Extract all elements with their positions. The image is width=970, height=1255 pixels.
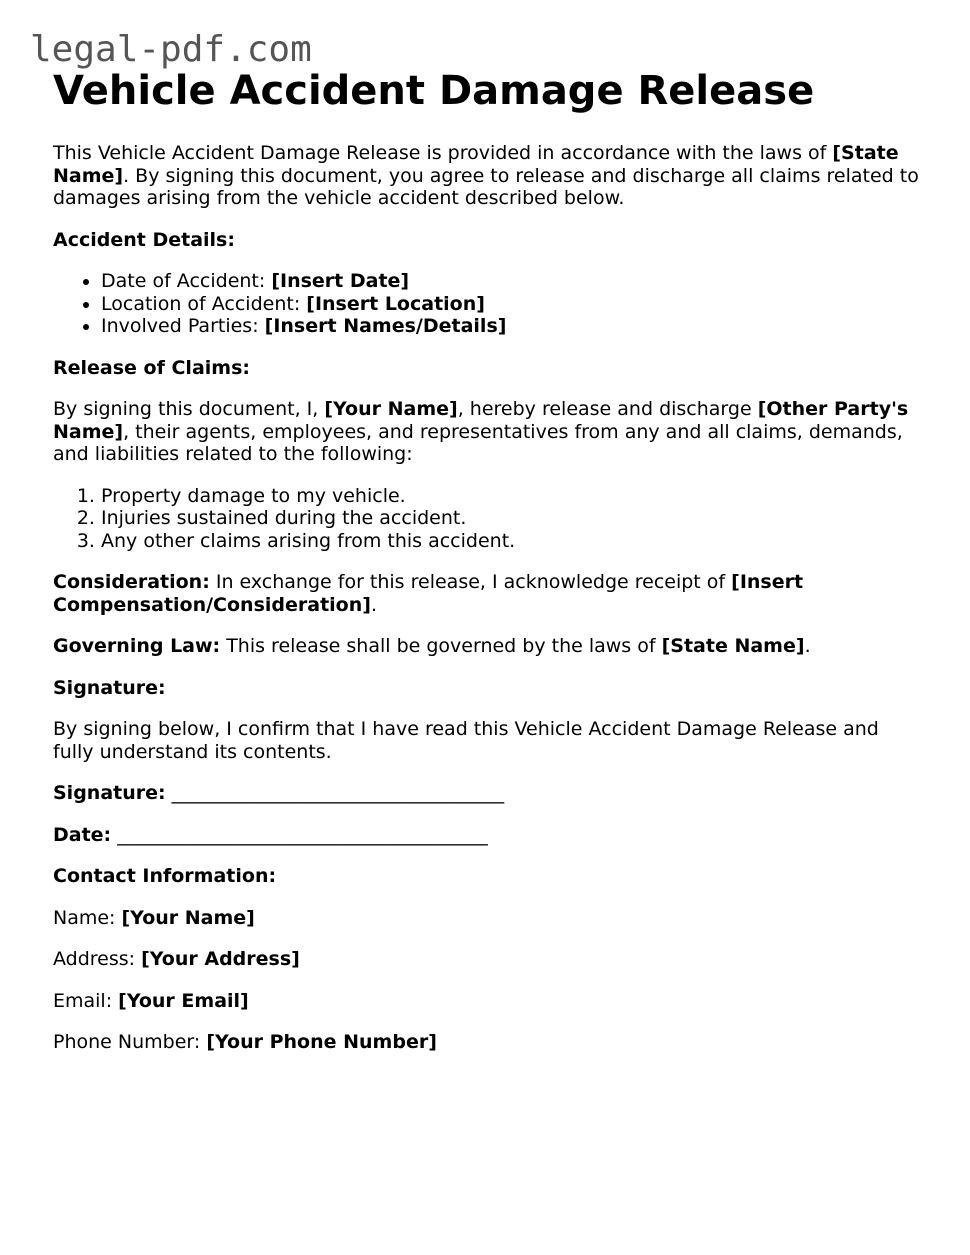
- release-text-3: , their agents, employees, and representatives from any and all claims, demands, and liabilities related to the following:: [53, 420, 903, 465]
- signature-line: [53, 782, 923, 805]
- item-label: Date of Accident:: [101, 270, 272, 292]
- contact-email-value: [Your Email]: [118, 989, 249, 1012]
- contact-address-label: Address:: [53, 948, 142, 970]
- contact-email: [53, 990, 923, 1013]
- release-heading-text: Release of Claims:: [53, 356, 250, 379]
- list-item: 3. Any other claims arising from this accident.: [101, 530, 923, 553]
- date-blank: _______________________________________: [111, 823, 488, 846]
- contact-phone-value: [Your Phone Number]: [206, 1031, 437, 1053]
- signature-confirmation: By signing below, I confirm that I have read this Vehicle Accident Damage Release and fully understand its contents.: [53, 718, 879, 763]
- consideration-text-2: .: [370, 593, 377, 616]
- contact-phone-label: Phone Number:: [53, 1031, 207, 1053]
- intro-paragraph: [53, 142, 923, 210]
- contact-email-label: Email:: [53, 989, 119, 1012]
- contact-name-label: Name:: [53, 906, 122, 929]
- date-line: [53, 824, 923, 847]
- signature-heading-text: Signature:: [53, 676, 166, 699]
- list-item: [101, 293, 923, 316]
- consideration-paragraph: [53, 571, 923, 616]
- intro-text-1: This Vehicle Accident Damage Release is provided in accordance with the laws of: [53, 142, 833, 164]
- governing-law-text-2: .: [804, 635, 811, 657]
- release-paragraph: [53, 398, 923, 466]
- accident-details-list: [53, 270, 923, 338]
- accident-heading-text: Accident Details:: [53, 228, 235, 251]
- intro-state-placeholder: [State Name]: [53, 142, 899, 187]
- item-label: Involved Parties:: [101, 315, 265, 337]
- contact-name: [53, 907, 923, 930]
- contact-heading: [53, 865, 923, 888]
- list-item: [101, 315, 923, 338]
- list-item: [101, 270, 923, 293]
- item-value: [Insert Names/Details]: [264, 315, 507, 337]
- release-heading: [53, 357, 923, 380]
- governing-law-label: Governing Law:: [53, 635, 221, 657]
- contact-address: [53, 948, 923, 971]
- contact-name-value: [Your Name]: [121, 906, 255, 929]
- consideration-label: Consideration:: [53, 571, 210, 593]
- item-value: [Insert Date]: [271, 270, 410, 292]
- accident-details-heading: [53, 229, 923, 252]
- contact-heading-text: Contact Information:: [53, 865, 277, 887]
- signature-label: Signature:: [53, 782, 166, 804]
- item-value: [Insert Location]: [306, 292, 485, 315]
- document-title: Vehicle Accident Damage Release: [53, 68, 815, 114]
- site-watermark: legal-pdf.com: [30, 29, 312, 70]
- document-body: [53, 68, 923, 1073]
- release-claims-list: [53, 485, 923, 553]
- item-label: Location of Accident:: [101, 292, 307, 315]
- date-label: Date:: [53, 823, 112, 846]
- signature-blank: ___________________________________: [165, 782, 505, 804]
- contact-phone: [53, 1031, 923, 1054]
- governing-law-paragraph: [53, 635, 923, 658]
- list-item: 2. Injuries sustained during the accident.: [101, 507, 923, 530]
- release-text-1: By signing this document, I,: [53, 398, 325, 420]
- consideration-placeholder: [Insert Compensation/Consideration]: [53, 571, 804, 616]
- contact-address-value: [Your Address]: [141, 948, 300, 970]
- intro-text-2: . By signing this document, you agree to release and discharge all claims related to damages arising from the vehicle accident described below.: [53, 164, 919, 209]
- governing-law-text-1: This release shall be governed by the laws of: [220, 635, 662, 657]
- signature-heading: [53, 677, 923, 700]
- other-party-placeholder: [Other Party's Name]: [53, 398, 909, 443]
- list-item: 1. Property damage to my vehicle.: [101, 485, 923, 508]
- release-text-2: , hereby release and discharge: [457, 398, 758, 420]
- your-name-placeholder: [Your Name]: [324, 398, 458, 420]
- governing-state-placeholder: [State Name]: [661, 635, 805, 657]
- consideration-text-1: In exchange for this release, I acknowledge receipt of: [209, 571, 732, 593]
